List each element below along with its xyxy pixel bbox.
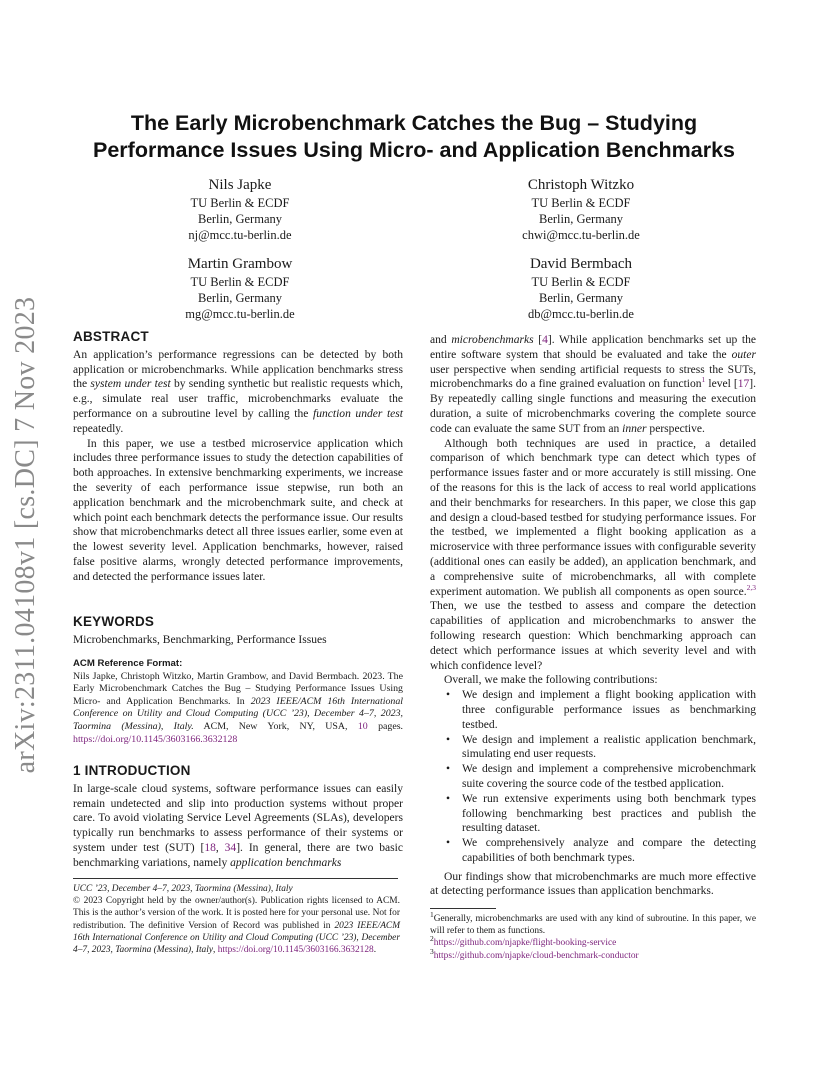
copyright-notice: © 2023 Copyright held by the owner/author(s). Publication rights licensed to ACM. This is the author’s version of the work. It is posted here for your personal use. Not for redistribution. The definitive Version of Record was published in 2023 IEEE/ACM 16th International Conference on Utility and Cloud Computing (UCC ’23), December 4–7, 2023, Taormina (Messina), Italy, https://doi.org/10.1145/3603166.3632128. <box>73 896 400 956</box>
introduction-heading: 1 INTRODUCTION <box>73 763 191 778</box>
contributions-list <box>430 688 756 866</box>
doi-link[interactable]: https://doi.org/10.1145/3603166.3632128 <box>217 945 374 956</box>
doi-link[interactable]: https://doi.org/10.1145/3603166.3632128 <box>73 733 238 745</box>
title-line-1: The Early Microbenchmark Catches the Bug – Studying <box>130 111 698 135</box>
right-paragraph-1: and microbenchmarks [4]. While application benchmarks set up the entire software system that should be evaluated and take the outer user perspective when sending artificial requests to stress the SUTs, microbenchmarks do a fine grained evaluation on function$^1$ level [17]. By repeatedly calling single functions and measuring the execution duration, a suite of microbenchmarks covering the complete source code can evaluate the same SUT from an inner perspective. <box>430 334 756 435</box>
abstract-paragraph-2: In this paper, we use a testbed microservice application which includes three performance issues to study the detection capabilities of both approaches. In extensive benchmarking experiments, we increase the severity of each performance issue stepwise, run both an application benchmark and the microbenchmark suite, and check at which point each benchmark detects the performance issue. Our results show that microbenchmarks detect all three issues earlier, some even at the lowest severity level. Application benchmarks, however, raised false positive alarms, wrongly detected performance improvements, and detected the performance issues later. <box>73 437 403 583</box>
introduction-paragraph: In large-scale cloud systems, software performance issues can easily remain undetected and slip into production systems without proper care. To avoid violating Service Level Agreements (SLAs), developers typically run benchmarks to assess performance of their systems or system under test (SUT) [18, 34]. In general, there are two basic benchmarking variations, namely application benchmarks <box>73 782 403 869</box>
list-item: • We run extensive experiments using both benchmark types following benchmarking best practices and publish the resulting dataset. <box>446 792 756 836</box>
pages-link[interactable]: 10 <box>357 720 368 732</box>
repository-link[interactable]: https://github.com/njapke/flight-booking-service <box>433 938 617 949</box>
keywords-heading: KEYWORDS <box>73 614 155 629</box>
right-paragraph-2: Although both techniques are used in practice, a detailed comparison of which benchmark type can detect which types of performance issues faster and or more accurately is still missing. One of the reasons for this is the lack of access to real world applications and their benchmarks for researchers. In this paper, we close this gap and design a cloud-based testbed for studying performance issues. For the testbed, we implemented a flight booking application as a microservice with three performance issues with configurable severity (additional ones can easily be added), an application benchmark, and a comprehensive suite of microbenchmarks, all with complete experiment automation. We publish all components as open source.$^{2,3}$ Then, we use the testbed to assess and compare the detection capabilities of application and microbenchmarks to answer the following research question: Which benchmarking approach can detect which performance issues at which severity level and with which confidence level? <box>430 437 756 672</box>
author-affiliation: TU Berlin & ECDF <box>190 196 290 210</box>
citation-link[interactable]: 17 <box>737 378 750 391</box>
author-name: Martin Grambow <box>187 256 293 272</box>
author-email: db@mcc.tu-berlin.de <box>528 307 634 322</box>
author-affiliation: TU Berlin & ECDF <box>531 196 631 210</box>
author-location: Berlin, Germany <box>197 291 282 306</box>
author-name: Christoph Witzko <box>527 177 635 193</box>
author-location: Berlin, Germany <box>197 212 282 227</box>
author-email: mg@mcc.tu-berlin.de <box>185 307 295 322</box>
citation-link[interactable]: 4 <box>542 334 548 346</box>
footnotes <box>430 909 756 962</box>
acm-reference-heading: ACM Reference Format: <box>73 658 183 669</box>
author-affiliation: TU Berlin & ECDF <box>531 275 631 289</box>
list-item: • We design and implement a flight booking application with three configurable performance issues as benchmarking testbed. <box>446 688 756 732</box>
footnote-marker[interactable]: 1 <box>701 375 706 385</box>
author-affiliation: TU Berlin & ECDF <box>190 275 290 289</box>
right-footnote-rule <box>430 908 496 909</box>
right-column <box>430 333 756 899</box>
venue-line: UCC ’23, December 4–7, 2023, Taormina (Messina), Italy <box>73 884 293 894</box>
left-column <box>73 330 403 585</box>
left-footer-rule <box>73 878 398 879</box>
right-paragraph-4: Our findings show that microbenchmarks are much more effective at detecting performance issues than application benchmarks. <box>430 870 756 898</box>
paper-title <box>70 110 758 164</box>
arxiv-identifier: arXiv:2311.04108v1 [cs.DC] 7 Nov 2023 <box>10 296 41 774</box>
footnote-1: $^1$Generally, microbenchmarks are used with any kind of subroutine. In this paper, we will refer to them as functions. <box>430 909 756 937</box>
author-location: Berlin, Germany <box>538 291 623 306</box>
acm-reference <box>73 658 403 746</box>
footnote-3: $^3$https://github.com/njapke/cloud-benchmark-conductor <box>430 946 639 961</box>
footnote-2: $^2$https://github.com/njapke/flight-booking-service <box>430 934 617 949</box>
abstract-heading: ABSTRACT <box>73 329 149 344</box>
keywords-text: Microbenchmarks, Benchmarking, Performance Issues <box>73 633 327 646</box>
arxiv-side-stamp <box>2 296 50 774</box>
author-location: Berlin, Germany <box>538 212 623 227</box>
list-item: • We comprehensively analyze and compare the detecting capabilities of both benchmark types. <box>446 836 756 866</box>
list-item: • We design and implement a realistic application benchmark, simulating end user requests. <box>446 733 756 763</box>
repository-link[interactable]: https://github.com/njapke/cloud-benchmark-conductor <box>433 950 639 961</box>
author-block-3 <box>130 254 350 323</box>
author-block-1 <box>130 175 350 244</box>
citation-link[interactable]: 18 <box>204 841 216 854</box>
keywords-section <box>73 615 403 648</box>
author-name: David Bermbach <box>529 256 633 272</box>
author-name: Nils Japke <box>208 177 272 193</box>
author-email: nj@mcc.tu-berlin.de <box>188 228 292 243</box>
introduction-section <box>73 764 403 871</box>
left-footer <box>73 883 400 956</box>
author-email: chwi@mcc.tu-berlin.de <box>522 228 640 243</box>
footnote-marker[interactable]: 2,3 <box>746 582 756 592</box>
right-paragraph-3: Overall, we make the following contributions: <box>444 674 658 687</box>
citation-link[interactable]: 34 <box>224 841 237 854</box>
author-block-2 <box>471 175 691 244</box>
acm-reference-text: Nils Japke, Christoph Witzko, Martin Grambow, and David Bermbach. 2023. The Early Microbenchmark Catches the Bug – Studying Performance Issues Using Micro- and Application Benchmarks. In 2023 IEEE/ACM 16th International Conference on Utility and Cloud Computing (UCC ’23), December 4–7, 2023, Taormina (Messina), Italy. ACM, New York, NY, USA, 10 pages. https://doi.org/10.1145/3603166.3632128 <box>73 670 404 745</box>
author-block-4 <box>471 254 691 323</box>
title-line-2: Performance Issues Using Micro- and Application Benchmarks <box>93 138 735 162</box>
list-item: • We design and implement a comprehensive microbenchmark suite covering the source code of the testbed application. <box>446 762 756 792</box>
abstract-paragraph-1: An application’s performance regressions can be detected by both application or microbenchmarks. While application benchmarks stress the system under test by sending synthetic but realistic requests which, e.g., simulate real user traffic, microbenchmarks evaluate the performance on a subroutine level by calling the function under test repeatedly. <box>73 348 404 435</box>
